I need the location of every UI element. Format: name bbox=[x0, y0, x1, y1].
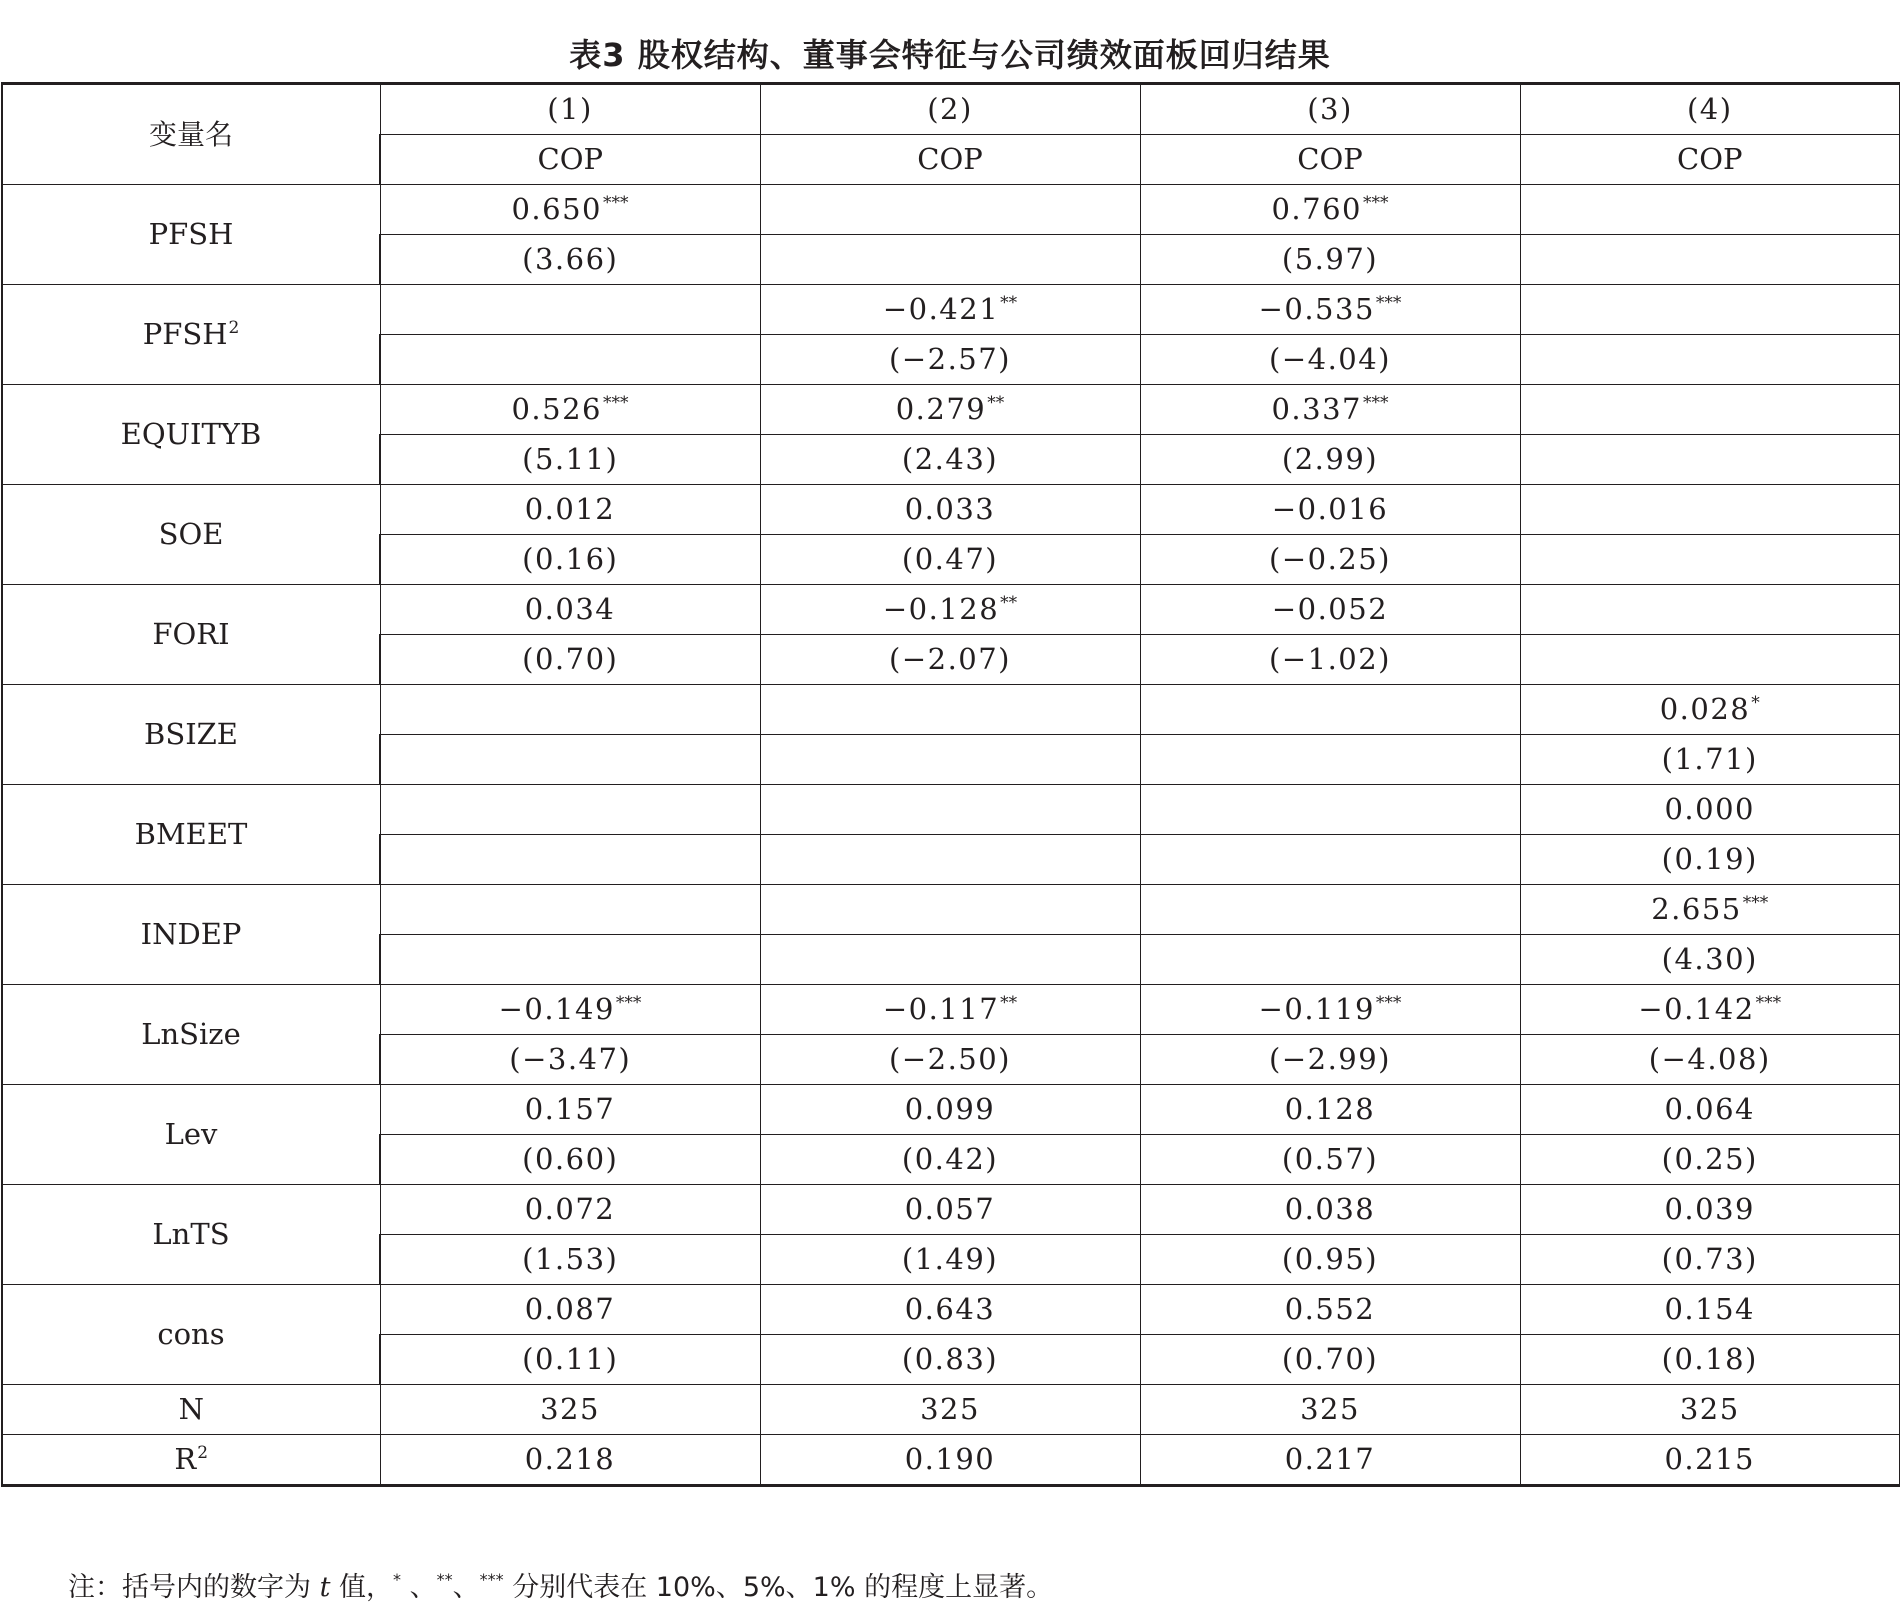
coef-cell-stars: *** bbox=[603, 393, 629, 413]
tstat-cell bbox=[760, 935, 1140, 985]
tstat-cell bbox=[1520, 535, 1900, 585]
tstat-cell: (1.49) bbox=[760, 1235, 1140, 1285]
variable-name bbox=[2, 385, 380, 485]
tstat-cell bbox=[1520, 635, 1900, 685]
variable-name bbox=[2, 785, 380, 885]
table-row-coef bbox=[2, 385, 1900, 435]
tstat-cell: (1.53) bbox=[380, 1235, 760, 1285]
variable-name bbox=[2, 485, 380, 585]
coef-cell bbox=[1140, 385, 1520, 435]
coef-cell bbox=[1140, 1285, 1520, 1335]
coef-cell bbox=[760, 885, 1140, 935]
coef-cell bbox=[1520, 1185, 1900, 1235]
coef-cell-value: 0.552 bbox=[1284, 1292, 1376, 1326]
variable-label: EQUITYB bbox=[120, 417, 262, 451]
summary-value: 0.218 bbox=[380, 1435, 760, 1486]
note-star-2: ** bbox=[436, 1570, 453, 1589]
coef-cell bbox=[1140, 585, 1520, 635]
coef-cell-value: 0.643 bbox=[904, 1292, 996, 1326]
variable-name bbox=[2, 585, 380, 685]
coef-cell bbox=[760, 285, 1140, 335]
variable-name bbox=[2, 1185, 380, 1285]
coef-cell-value: 0.154 bbox=[1664, 1292, 1756, 1326]
note-t-symbol: t bbox=[319, 1572, 331, 1603]
coef-cell-stars: ** bbox=[987, 393, 1005, 413]
note-after-t: 值， bbox=[330, 1572, 394, 1603]
tstat-cell bbox=[380, 935, 760, 985]
coef-cell bbox=[1520, 285, 1900, 335]
variable-name bbox=[2, 1085, 380, 1185]
coef-cell bbox=[1520, 485, 1900, 535]
coef-cell-value: 0.033 bbox=[904, 492, 996, 526]
coef-cell bbox=[1140, 485, 1520, 535]
tstat-cell: (4.30) bbox=[1520, 935, 1900, 985]
coef-cell bbox=[760, 485, 1140, 535]
tstat-cell: (0.70) bbox=[1140, 1335, 1520, 1385]
variable-label: PFSH bbox=[142, 317, 228, 351]
coef-cell bbox=[1140, 885, 1520, 935]
header-varname: 变量名 bbox=[2, 84, 380, 185]
note-star-3: *** bbox=[479, 1570, 504, 1589]
tstat-cell: (0.11) bbox=[380, 1335, 760, 1385]
tstat-cell bbox=[1140, 735, 1520, 785]
tstat-cell: (−3.47) bbox=[380, 1035, 760, 1085]
coef-cell bbox=[380, 285, 760, 335]
coef-cell bbox=[760, 1185, 1140, 1235]
coef-cell bbox=[380, 985, 760, 1035]
coef-cell-value: 0.028 bbox=[1659, 692, 1751, 726]
coef-cell bbox=[380, 385, 760, 435]
summary-label: R bbox=[174, 1442, 197, 1476]
coef-cell bbox=[380, 785, 760, 835]
tstat-cell: (−1.02) bbox=[1140, 635, 1520, 685]
table-row-coef bbox=[2, 585, 1900, 635]
coef-cell-stars: *** bbox=[1375, 293, 1402, 313]
coef-cell-stars: *** bbox=[1363, 393, 1389, 413]
note-suffix: 分别代表在 10%、5%、1% 的程度上显著。 bbox=[503, 1572, 1054, 1603]
tstat-cell: (0.16) bbox=[380, 535, 760, 585]
variable-label: SOE bbox=[158, 517, 224, 551]
header-model-3: (3) bbox=[1140, 84, 1520, 135]
variable-name bbox=[2, 1285, 380, 1385]
coef-cell bbox=[1140, 785, 1520, 835]
variable-label: LnSize bbox=[141, 1017, 241, 1051]
coef-cell-value: −0.535 bbox=[1258, 292, 1375, 326]
tstat-cell: (−2.50) bbox=[760, 1035, 1140, 1085]
tstat-cell: (−4.08) bbox=[1520, 1035, 1900, 1085]
tstat-cell bbox=[760, 835, 1140, 885]
tstat-cell bbox=[1520, 435, 1900, 485]
table-row-coef bbox=[2, 985, 1900, 1035]
summary-name bbox=[2, 1385, 380, 1435]
coef-cell-stars: *** bbox=[1375, 993, 1402, 1013]
table-row-coef bbox=[2, 785, 1900, 835]
coef-cell-value: 0.087 bbox=[524, 1292, 616, 1326]
variable-name bbox=[2, 185, 380, 285]
coef-cell bbox=[760, 985, 1140, 1035]
summary-row bbox=[2, 1385, 1900, 1435]
table-row-coef bbox=[2, 885, 1900, 935]
tstat-cell: (0.19) bbox=[1520, 835, 1900, 885]
note-prefix: 注：括号内的数字为 bbox=[68, 1572, 320, 1603]
header-depvar-4: COP bbox=[1520, 135, 1900, 185]
coef-cell-value: 0.057 bbox=[904, 1192, 996, 1226]
coef-cell-value: −0.016 bbox=[1271, 492, 1389, 526]
coef-cell bbox=[760, 1285, 1140, 1335]
coef-cell bbox=[1140, 1085, 1520, 1135]
coef-cell-value: 0.000 bbox=[1664, 792, 1756, 826]
coef-cell-value: 0.128 bbox=[1284, 1092, 1376, 1126]
tstat-cell: (5.11) bbox=[380, 435, 760, 485]
tstat-cell bbox=[380, 835, 760, 885]
coef-cell bbox=[1520, 985, 1900, 1035]
coef-cell bbox=[1520, 785, 1900, 835]
tstat-cell bbox=[760, 235, 1140, 285]
coef-cell bbox=[380, 885, 760, 935]
tstat-cell: (1.71) bbox=[1520, 735, 1900, 785]
coef-cell bbox=[380, 485, 760, 535]
coef-cell-value: −0.149 bbox=[498, 992, 615, 1026]
coef-cell-stars: *** bbox=[1755, 993, 1782, 1013]
coef-cell bbox=[1520, 385, 1900, 435]
variable-label: LnTS bbox=[152, 1217, 230, 1251]
coef-cell-value: 2.655 bbox=[1651, 892, 1742, 926]
header-depvar-2: COP bbox=[760, 135, 1140, 185]
tstat-cell: (5.97) bbox=[1140, 235, 1520, 285]
variable-name bbox=[2, 285, 380, 385]
coef-cell-value: −0.117 bbox=[882, 992, 1000, 1026]
coef-cell bbox=[380, 585, 760, 635]
coef-cell bbox=[380, 1085, 760, 1135]
tstat-cell bbox=[1520, 335, 1900, 385]
variable-label: cons bbox=[157, 1317, 225, 1351]
coef-cell bbox=[760, 185, 1140, 235]
coef-cell bbox=[1520, 185, 1900, 235]
header-model-4: (4) bbox=[1520, 84, 1900, 135]
summary-name bbox=[2, 1435, 380, 1486]
coef-cell-stars: *** bbox=[1363, 193, 1389, 213]
header-depvar-3: COP bbox=[1140, 135, 1520, 185]
coef-cell-value: −0.052 bbox=[1271, 592, 1389, 626]
coef-cell-value: 0.012 bbox=[524, 492, 616, 526]
variable-label: FORI bbox=[152, 617, 230, 651]
coef-cell bbox=[1520, 1085, 1900, 1135]
coef-cell bbox=[760, 585, 1140, 635]
coef-cell bbox=[380, 1285, 760, 1335]
table-row-coef bbox=[2, 1185, 1900, 1235]
coef-cell-value: 0.279 bbox=[895, 392, 987, 426]
tstat-cell: (−0.25) bbox=[1140, 535, 1520, 585]
coef-cell-value: −0.421 bbox=[882, 292, 1000, 326]
summary-value: 0.215 bbox=[1520, 1435, 1900, 1486]
summary-superscript: 2 bbox=[197, 1443, 209, 1463]
tstat-cell: (0.42) bbox=[760, 1135, 1140, 1185]
coef-cell bbox=[1520, 885, 1900, 935]
coef-cell-stars: ** bbox=[1000, 293, 1018, 313]
summary-value: 325 bbox=[380, 1385, 760, 1435]
coef-cell-stars: *** bbox=[603, 193, 629, 213]
coef-cell-stars: *** bbox=[615, 993, 642, 1013]
summary-row bbox=[2, 1435, 1900, 1486]
coef-cell bbox=[380, 185, 760, 235]
coef-cell-value: 0.099 bbox=[904, 1092, 996, 1126]
coef-cell-value: 0.064 bbox=[1664, 1092, 1756, 1126]
table-row-coef bbox=[2, 1285, 1900, 1335]
coef-cell bbox=[1520, 1285, 1900, 1335]
coef-cell-value: −0.128 bbox=[882, 592, 1000, 626]
tstat-cell: (0.18) bbox=[1520, 1335, 1900, 1385]
tstat-cell: (2.43) bbox=[760, 435, 1140, 485]
table-row-coef bbox=[2, 1085, 1900, 1135]
tstat-cell: (−2.57) bbox=[760, 335, 1140, 385]
table-title: 表3 股权结构、董事会特征与公司绩效面板回归结果 bbox=[569, 36, 1331, 74]
coef-cell-value: 0.034 bbox=[524, 592, 616, 626]
variable-label: PFSH bbox=[148, 217, 234, 251]
summary-value: 325 bbox=[760, 1385, 1140, 1435]
coef-cell-value: 0.039 bbox=[1664, 1192, 1756, 1226]
coef-cell-stars: *** bbox=[1742, 893, 1769, 913]
coef-cell-value: 0.038 bbox=[1284, 1192, 1376, 1226]
variable-name bbox=[2, 985, 380, 1085]
summary-value: 0.217 bbox=[1140, 1435, 1520, 1486]
variable-label: BMEET bbox=[134, 817, 248, 851]
tstat-cell bbox=[760, 735, 1140, 785]
tstat-cell bbox=[380, 735, 760, 785]
coef-cell bbox=[1140, 285, 1520, 335]
variable-superscript: 2 bbox=[228, 318, 240, 338]
table-row-coef bbox=[2, 685, 1900, 735]
coef-cell bbox=[760, 385, 1140, 435]
tstat-cell bbox=[1140, 835, 1520, 885]
tstat-cell: (−2.99) bbox=[1140, 1035, 1520, 1085]
coef-cell bbox=[760, 685, 1140, 735]
header-row-models bbox=[2, 84, 1900, 135]
note-star-1: * bbox=[393, 1570, 402, 1589]
coef-cell-stars: * bbox=[1751, 693, 1760, 713]
tstat-cell: (0.70) bbox=[380, 635, 760, 685]
variable-name bbox=[2, 885, 380, 985]
table-row-coef bbox=[2, 185, 1900, 235]
tstat-cell: (−4.04) bbox=[1140, 335, 1520, 385]
header-model-2: (2) bbox=[760, 84, 1140, 135]
coef-cell bbox=[380, 1185, 760, 1235]
variable-label: BSIZE bbox=[144, 717, 238, 751]
note-sep-2: 、 bbox=[452, 1572, 480, 1603]
tstat-cell: (0.60) bbox=[380, 1135, 760, 1185]
coef-cell-value: 0.526 bbox=[511, 392, 603, 426]
summary-value: 325 bbox=[1520, 1385, 1900, 1435]
variable-label: Lev bbox=[164, 1117, 218, 1151]
coef-cell-value: 0.650 bbox=[511, 192, 603, 226]
coef-cell bbox=[1520, 585, 1900, 635]
header-model-1: (1) bbox=[380, 84, 760, 135]
note-sep-1: 、 bbox=[401, 1572, 437, 1603]
header-depvar-1: COP bbox=[380, 135, 760, 185]
coef-cell bbox=[380, 685, 760, 735]
tstat-cell: (0.57) bbox=[1140, 1135, 1520, 1185]
tstat-cell bbox=[1520, 235, 1900, 285]
tstat-cell: (0.47) bbox=[760, 535, 1140, 585]
tstat-cell: (2.99) bbox=[1140, 435, 1520, 485]
summary-value: 0.190 bbox=[760, 1435, 1140, 1486]
tstat-cell: (3.66) bbox=[380, 235, 760, 285]
tstat-cell: (−2.07) bbox=[760, 635, 1140, 685]
table-row-coef bbox=[2, 485, 1900, 535]
table-row-coef bbox=[2, 285, 1900, 335]
tstat-cell bbox=[1140, 935, 1520, 985]
variable-name bbox=[2, 685, 380, 785]
variable-label: INDEP bbox=[140, 917, 242, 951]
summary-value: 325 bbox=[1140, 1385, 1520, 1435]
coef-cell bbox=[1140, 185, 1520, 235]
coef-cell-value: 0.157 bbox=[524, 1092, 616, 1126]
coef-cell bbox=[760, 1085, 1140, 1135]
tstat-cell: (0.83) bbox=[760, 1335, 1140, 1385]
coef-cell bbox=[1520, 685, 1900, 735]
coef-cell-value: −0.142 bbox=[1638, 992, 1755, 1026]
coef-cell-value: −0.119 bbox=[1258, 992, 1375, 1026]
coef-cell-value: 0.072 bbox=[524, 1192, 616, 1226]
tstat-cell: (0.73) bbox=[1520, 1235, 1900, 1285]
table-note bbox=[68, 1565, 1053, 1604]
tstat-cell: (0.25) bbox=[1520, 1135, 1900, 1185]
coef-cell-value: 0.337 bbox=[1271, 392, 1363, 426]
tstat-cell: (0.95) bbox=[1140, 1235, 1520, 1285]
summary-label: N bbox=[178, 1392, 204, 1426]
coef-cell-stars: ** bbox=[1000, 993, 1018, 1013]
coef-cell bbox=[760, 785, 1140, 835]
regression-table bbox=[1, 82, 1900, 1487]
coef-cell bbox=[1140, 685, 1520, 735]
coef-cell bbox=[1140, 985, 1520, 1035]
coef-cell-stars: ** bbox=[1000, 593, 1018, 613]
coef-cell bbox=[1140, 1185, 1520, 1235]
tstat-cell bbox=[380, 335, 760, 385]
coef-cell-value: 0.760 bbox=[1271, 192, 1363, 226]
